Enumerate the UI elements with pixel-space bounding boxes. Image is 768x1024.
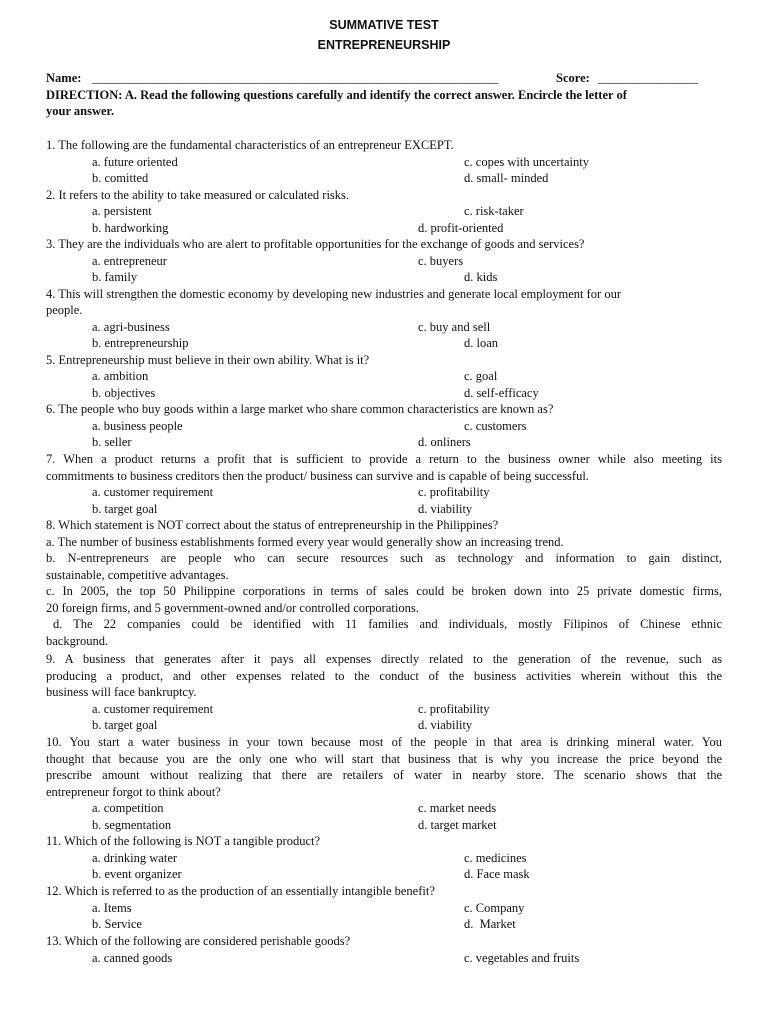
direction-line-2: your answer.: [46, 104, 115, 118]
q2-option-c: c. risk-taker: [464, 204, 524, 218]
q6-option-c: c. customers: [464, 418, 527, 433]
q6-option-b: b. seller: [92, 435, 132, 449]
question-7-line-2: commitments to business creditors then the product/ business can survive and is capable of being successful.: [46, 468, 589, 483]
question-4-line-1: 4. This will strengthen the domestic economy by developing new industries and generate local employment for our: [46, 286, 621, 301]
q13-option-a: a. canned goods: [92, 951, 173, 965]
q2-option-b: b. hardworking: [92, 220, 169, 235]
question-1: 1. The following are the fundamental characteristics of an entrepreneur EXCEPT.: [46, 138, 454, 152]
q8-statement-a: a. The number of business establishments formed every year would generally show an increasing trend.: [46, 534, 564, 549]
q11-option-a: a. drinking water: [92, 850, 178, 865]
name-label: Name:: [46, 71, 82, 85]
q1-option-b: b. comitted: [92, 171, 149, 185]
q7-option-b: b. target goal: [92, 501, 158, 516]
q9-option-b: b. target goal: [92, 718, 158, 732]
q10-option-a: a. competition: [92, 801, 164, 815]
q11-option-c: c. medicines: [464, 850, 527, 865]
question-9-line-2: producing a product, and other expenses related to the conduct of the business activities wherein without this the: [46, 668, 722, 683]
q4-option-a: a. agri-business: [92, 319, 170, 334]
q3-option-b: b. family: [92, 270, 138, 284]
score-label: Score:: [556, 71, 590, 85]
question-4-line-2: people.: [46, 303, 83, 317]
q5-option-b: b. objectives: [92, 385, 156, 400]
q5-option-a: a. ambition: [92, 369, 149, 383]
q6-option-a: a. business people: [92, 418, 183, 433]
q8-statement-d-line-2: background.: [46, 633, 109, 648]
q1-option-a: a. future oriented: [92, 154, 178, 169]
question-7-line-1: 7. When a product returns a profit that is sufficient to provide a return to the business owner while also meeting its: [46, 452, 722, 466]
question-3: 3. They are the individuals who are alert to profitable opportunities for the exchange of goods and services?: [46, 237, 585, 251]
direction-line-1: DIRECTION: A. Read the following questions carefully and identify the correct answer. Encircle the letter of: [46, 88, 627, 102]
q8-statement-d-line-1: d. The 22 companies could be identified with 11 families and individuals, mostly Filipinos of Chinese ethnic: [53, 617, 722, 631]
q8-statement-c-line-2: 20 foreign firms, and 5 government-owned and/or controlled corporations.: [46, 600, 419, 615]
question-11: 11. Which of the following is NOT a tangible product?: [46, 834, 321, 848]
question-10-line-3: prescribe amount without realizing that there are retailers of water in nearby store. The scenario shows that the: [46, 768, 722, 782]
q6-option-d: d. onliners: [418, 435, 471, 449]
q8-statement-b-line-2: sustainable, competitive advantages.: [46, 567, 229, 582]
q1-option-c: c. copes with uncertainty: [464, 154, 589, 169]
q7-option-c: c. profitability: [418, 485, 490, 499]
question-10-line-1: 10. You start a water business in your town because most of the people in that area is drinking mineral water. You: [46, 735, 722, 749]
q12-option-b: b. Service: [92, 917, 142, 931]
q10-option-c: c. market needs: [418, 801, 497, 815]
q10-option-d: d. target market: [418, 817, 497, 832]
q5-option-d: d. self-efficacy: [464, 385, 539, 400]
q1-option-d: d. small- minded: [464, 171, 549, 185]
q7-option-d: d. viability: [418, 501, 473, 516]
q11-option-d: d. Face mask: [464, 867, 530, 881]
test-title: SUMMATIVE TEST: [329, 18, 439, 32]
question-9-line-3: business will face bankruptcy.: [46, 685, 197, 699]
q9-option-a: a. customer requirement: [92, 701, 214, 716]
q3-option-a: a. entrepreneur: [92, 253, 167, 268]
question-5: 5. Entrepreneurship must believe in their own ability. What is it?: [46, 352, 370, 367]
q3-option-c: c. buyers: [418, 253, 464, 268]
q10-option-b: b. segmentation: [92, 817, 172, 832]
q4-option-d: d. loan: [464, 336, 499, 350]
question-12: 12. Which is referred to as the production of an essentially intangible benefit?: [46, 883, 435, 898]
question-6: 6. The people who buy goods within a large market who share common characteristics are known as?: [46, 402, 554, 416]
q4-option-c: c. buy and sell: [418, 319, 491, 334]
subject-title: ENTREPRENEURSHIP: [317, 38, 451, 52]
q2-option-d: d. profit-oriented: [418, 220, 504, 235]
q3-option-d: d. kids: [464, 270, 498, 284]
q5-option-c: c. goal: [464, 369, 498, 383]
q13-option-c: c. vegetables and fruits: [464, 951, 580, 965]
q12-option-d: d. Market: [464, 917, 516, 931]
q9-option-c: c. profitability: [418, 701, 490, 716]
q7-option-a: a. customer requirement: [92, 485, 214, 499]
q9-option-d: d. viability: [418, 718, 473, 732]
question-10-line-4: entrepreneur forgot to think about?: [46, 784, 221, 799]
q11-option-b: b. event organizer: [92, 867, 182, 881]
question-13: 13. Which of the following are considered perishable goods?: [46, 933, 351, 948]
q12-option-a: a. Items: [92, 900, 132, 915]
question-2: 2. It refers to the ability to take measured or calculated risks.: [46, 187, 350, 202]
q4-option-b: b. entrepreneurship: [92, 336, 189, 350]
question-9-line-1: 9. A business that generates after it pays all expenses directly related to the generation of the revenue, such as: [46, 652, 722, 666]
name-blank: _________________________________________________________________: [92, 71, 499, 85]
question-8: 8. Which statement is NOT correct about the status of entrepreneurship in the Philippines?: [46, 518, 499, 532]
q8-statement-c-line-1: c. In 2005, the top 50 Philippine corporations in terms of sales could be broken down into 25 private domestic firms,: [46, 584, 722, 598]
q8-statement-b-line-1: b. N-entrepreneurs are people who can secure resources such as technology and information to gain distinct,: [46, 551, 722, 565]
score-blank: ________________: [598, 71, 698, 85]
q2-option-a: a. persistent: [92, 204, 152, 218]
question-10-line-2: thought that because you are the only one who will start that business that is why you increase the price beyond the: [46, 751, 722, 766]
q12-option-c: c. Company: [464, 900, 525, 915]
